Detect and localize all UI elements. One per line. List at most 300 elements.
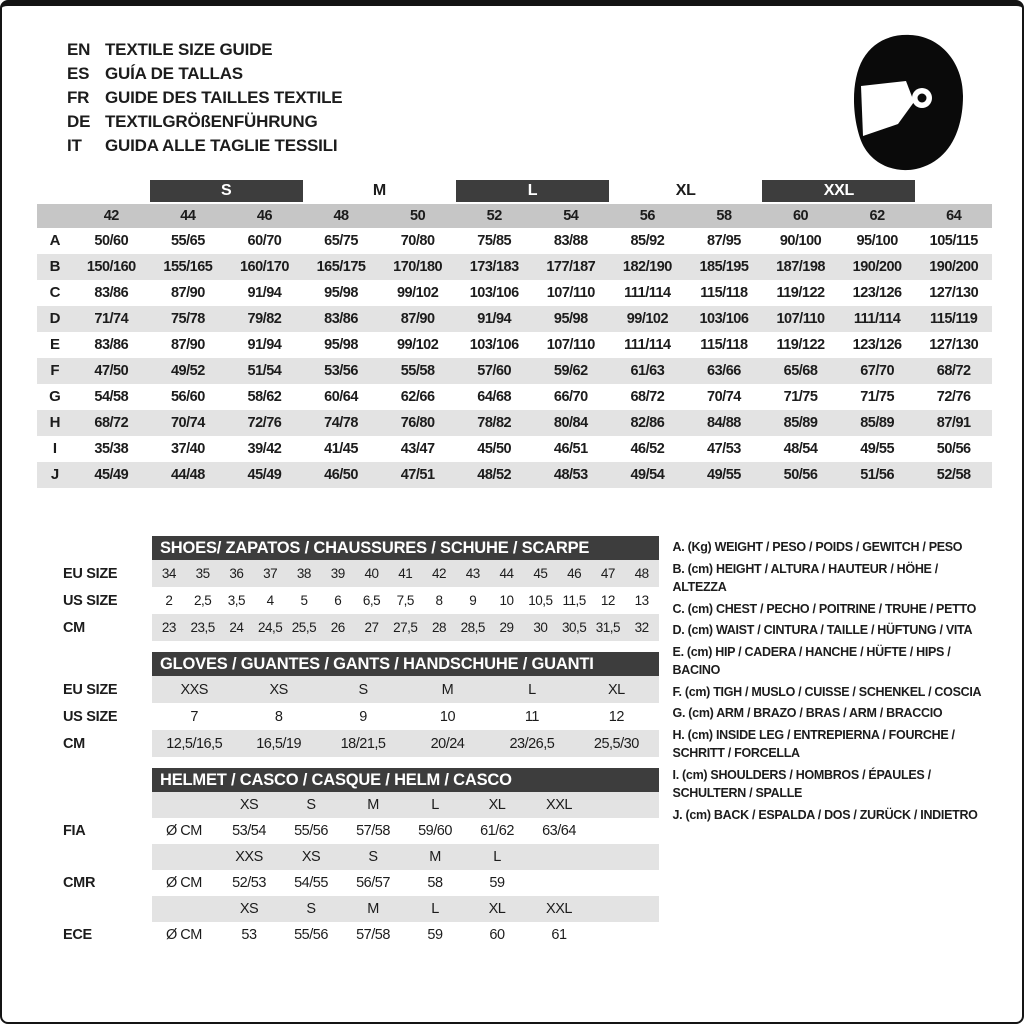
value-cell: 11,5 bbox=[562, 593, 586, 608]
size-cell: 65/75 bbox=[324, 233, 358, 249]
value-cell: 4 bbox=[266, 593, 274, 608]
value-cell: 57/58 bbox=[356, 927, 390, 943]
row-values bbox=[152, 896, 659, 922]
shoes-table bbox=[37, 536, 659, 641]
value-cell: 11 bbox=[524, 708, 539, 725]
size-row-F bbox=[37, 358, 992, 384]
value-cell: 59/60 bbox=[418, 823, 452, 839]
row-label: CMR bbox=[63, 875, 96, 891]
main-size-table bbox=[37, 180, 992, 488]
value-cell: 9 bbox=[469, 593, 477, 608]
legend-item-c: C. (cm) CHEST / PECHO / POITRINE / TRUHE / PETTO bbox=[672, 601, 976, 616]
size-col-header: 52 bbox=[486, 208, 502, 224]
value-cell: 26 bbox=[330, 620, 345, 635]
size-group-M: M bbox=[372, 182, 386, 199]
row-label bbox=[37, 792, 152, 818]
row-label: H bbox=[49, 414, 61, 431]
size-row-I bbox=[37, 436, 992, 462]
size-group-XL: XL bbox=[675, 182, 696, 199]
value-cell: 34 bbox=[161, 566, 176, 581]
legend-item-f: F. (cm) TIGH / MUSLO / CUISSE / SCHENKEL / COSCIA bbox=[672, 684, 982, 699]
size-cell: 99/102 bbox=[396, 285, 439, 301]
band-row-eu-size bbox=[37, 560, 659, 587]
value-cell: XXS bbox=[235, 849, 263, 865]
size-cell: 182/190 bbox=[622, 259, 672, 275]
value-cell: 29 bbox=[499, 620, 514, 635]
value-cell: 18/21,5 bbox=[340, 735, 386, 752]
size-cell: 115/119 bbox=[930, 311, 978, 327]
size-cell: 127/130 bbox=[929, 337, 979, 353]
size-cell: 83/86 bbox=[94, 285, 129, 301]
row-values bbox=[152, 703, 659, 730]
size-col-header: 58 bbox=[716, 208, 732, 224]
value-cell: 61 bbox=[551, 927, 567, 943]
value-cell: 6,5 bbox=[362, 593, 381, 608]
lang-code: DE bbox=[67, 112, 91, 131]
size-col-header: 60 bbox=[792, 208, 809, 224]
size-cell: 61/63 bbox=[630, 363, 665, 379]
lang-title: GUÍA DE TALLAS bbox=[105, 64, 243, 83]
size-cell: 165/175 bbox=[316, 259, 366, 275]
size-cell: 155/165 bbox=[163, 259, 213, 275]
value-cell: 30,5 bbox=[561, 620, 587, 635]
value-cell: 44 bbox=[499, 566, 514, 581]
size-cell: 49/55 bbox=[860, 441, 895, 457]
lang-code: IT bbox=[67, 136, 82, 155]
size-columns-row bbox=[37, 204, 992, 228]
size-cell: 87/95 bbox=[707, 233, 741, 249]
size-cell: 62/66 bbox=[400, 389, 435, 405]
size-cell: 190/200 bbox=[929, 259, 979, 275]
size-cell: 46/51 bbox=[553, 441, 588, 457]
size-cell: 71/75 bbox=[783, 389, 818, 405]
size-cell: 56/60 bbox=[170, 389, 205, 405]
size-cell: 107/110 bbox=[776, 311, 825, 327]
value-cell: 23 bbox=[161, 620, 176, 635]
size-cell: 50/56 bbox=[783, 467, 818, 483]
size-col-header: 46 bbox=[256, 208, 273, 224]
size-cell: 95/98 bbox=[553, 311, 588, 327]
value-cell: 28,5 bbox=[460, 620, 485, 635]
gloves-title-bar: GLOVES / GUANTES / GANTS / HANDSCHUHE / GUANTI bbox=[152, 652, 659, 676]
row-label: FIA bbox=[63, 823, 86, 839]
value-cell: 16,5/19 bbox=[256, 735, 302, 752]
value-cell: 30 bbox=[533, 620, 548, 635]
value-cell: S bbox=[358, 681, 368, 698]
size-cell: 71/75 bbox=[860, 389, 895, 405]
value-cell: 42 bbox=[432, 566, 447, 581]
size-cell: 190/200 bbox=[852, 259, 902, 275]
value-cell: 8 bbox=[274, 708, 283, 725]
size-row-D bbox=[37, 306, 992, 332]
helmet-rows bbox=[37, 792, 659, 948]
value-cell: 10 bbox=[439, 708, 456, 725]
size-cell: 68/72 bbox=[94, 415, 129, 431]
size-cell: 48/52 bbox=[477, 467, 512, 483]
value-cell: 2,5 bbox=[194, 593, 212, 608]
size-cell: 72/76 bbox=[247, 415, 282, 431]
size-cell: 70/74 bbox=[707, 389, 741, 405]
size-cell: 83/88 bbox=[553, 233, 588, 249]
size-cell: 111/114 bbox=[624, 337, 671, 353]
row-values bbox=[152, 922, 659, 948]
size-cell: 63/66 bbox=[707, 363, 741, 379]
value-cell: 20/24 bbox=[430, 735, 465, 752]
legend-item-d: D. (cm) WAIST / CINTURA / TAILLE / HÜFTUNG / VITA bbox=[672, 623, 973, 637]
value-cell: XL bbox=[488, 901, 506, 917]
row-label: EU SIZE bbox=[63, 565, 118, 582]
row-label: C bbox=[49, 284, 61, 301]
size-cell: 76/80 bbox=[400, 415, 435, 431]
size-cell: 37/40 bbox=[170, 441, 205, 457]
size-group-row bbox=[37, 180, 992, 202]
size-cell: 50/60 bbox=[94, 233, 129, 249]
size-row-H bbox=[37, 410, 992, 436]
size-cell: 43/47 bbox=[400, 441, 435, 457]
diameter-prefix: Ø CM bbox=[166, 875, 202, 891]
size-cell: 95/98 bbox=[324, 285, 358, 301]
lang-code: EN bbox=[67, 40, 91, 59]
value-cell: 5 bbox=[300, 593, 308, 608]
size-cell: 64/68 bbox=[477, 389, 512, 405]
size-col-header: 56 bbox=[639, 208, 655, 224]
size-cell: 41/45 bbox=[324, 441, 358, 457]
value-cell: 7,5 bbox=[396, 593, 414, 608]
value-cell: M bbox=[367, 901, 379, 917]
size-cell: 46/52 bbox=[630, 441, 665, 457]
size-col-header: 48 bbox=[333, 208, 349, 224]
value-cell: M bbox=[429, 849, 441, 865]
size-cell: 72/76 bbox=[936, 389, 971, 405]
size-cell: 119/122 bbox=[776, 285, 825, 301]
size-cell: 119/122 bbox=[776, 337, 825, 353]
value-cell: M bbox=[367, 797, 379, 813]
size-cell: 90/100 bbox=[779, 233, 822, 249]
diameter-prefix: Ø CM bbox=[166, 927, 202, 943]
value-cell: 37 bbox=[263, 566, 278, 581]
size-cell: 59/62 bbox=[553, 363, 588, 379]
size-cell: 48/53 bbox=[553, 467, 588, 483]
size-rows bbox=[37, 228, 992, 488]
value-cell: XXS bbox=[180, 681, 208, 698]
band-row bbox=[37, 844, 659, 870]
band-row-us-size bbox=[37, 587, 659, 614]
size-cell: 45/49 bbox=[94, 467, 129, 483]
size-row-C bbox=[37, 280, 992, 306]
legend-item-e: E. (cm) HIP / CADERA / HANCHE / HÜFTE / HIPS / BACINO bbox=[672, 644, 951, 677]
row-label: CM bbox=[63, 619, 85, 636]
lang-title: TEXTILGRÖßENFÜHRUNG bbox=[105, 112, 318, 131]
size-cell: 173/183 bbox=[469, 259, 519, 275]
value-cell: L bbox=[431, 797, 439, 813]
size-cell: 103/106 bbox=[469, 285, 519, 301]
size-cell: 55/65 bbox=[170, 233, 205, 249]
legend-item-h: H. (cm) INSIDE LEG / ENTREPIERNA / FOURCHE / SCHRITT / FORCELLA bbox=[672, 727, 955, 760]
size-cell: 46/50 bbox=[324, 467, 358, 483]
value-cell: 3,5 bbox=[227, 593, 246, 608]
value-cell: 53 bbox=[241, 927, 257, 943]
size-cell: 74/78 bbox=[324, 415, 358, 431]
size-cell: 49/52 bbox=[170, 363, 205, 379]
size-group-S: S bbox=[150, 180, 303, 202]
band-row bbox=[37, 792, 659, 818]
size-cell: 52/58 bbox=[936, 467, 971, 483]
value-cell: 8 bbox=[435, 593, 443, 608]
size-cell: 67/70 bbox=[860, 363, 895, 379]
size-cell: 58/62 bbox=[247, 389, 282, 405]
value-cell: 12 bbox=[600, 593, 615, 608]
size-cell: 107/110 bbox=[546, 337, 595, 353]
legend-item-j: J. (cm) BACK / ESPALDA / DOS / ZURÜCK / INDIETRO bbox=[672, 807, 978, 822]
size-group-L: L bbox=[456, 180, 609, 202]
size-cell: 103/106 bbox=[469, 337, 519, 353]
value-cell: 61/62 bbox=[480, 823, 514, 839]
value-cell: 25,5/30 bbox=[593, 735, 639, 752]
size-cell: 99/102 bbox=[396, 337, 439, 353]
row-label: I bbox=[52, 440, 58, 457]
size-cell: 85/89 bbox=[783, 415, 818, 431]
value-cell: 23,5 bbox=[190, 620, 215, 635]
size-cell: 68/72 bbox=[630, 389, 665, 405]
size-cell: 127/130 bbox=[929, 285, 979, 301]
band-row-eu-size bbox=[37, 676, 659, 703]
row-label: D bbox=[49, 310, 61, 327]
size-row-B bbox=[37, 254, 992, 280]
value-cell: XS bbox=[301, 849, 321, 865]
row-values bbox=[152, 614, 659, 641]
size-cell: 47/50 bbox=[94, 363, 129, 379]
value-cell: 27 bbox=[364, 620, 379, 635]
size-col-header: 42 bbox=[103, 208, 119, 224]
value-cell: XS bbox=[269, 681, 288, 698]
row-values bbox=[152, 676, 659, 703]
size-cell: 123/126 bbox=[852, 285, 902, 301]
value-cell: 55/56 bbox=[294, 823, 328, 839]
value-cell: 24,5 bbox=[258, 620, 283, 635]
value-cell: 54/55 bbox=[294, 875, 328, 891]
legend-item-i: I. (cm) SHOULDERS / HOMBROS / ÉPAULES / SCHULTERN / SPALLE bbox=[672, 767, 931, 800]
value-cell: 43 bbox=[465, 566, 480, 581]
size-col-header: 50 bbox=[410, 208, 426, 224]
value-cell: 53/54 bbox=[232, 823, 266, 839]
size-cell: 54/58 bbox=[94, 389, 129, 405]
size-cell: 170/180 bbox=[393, 259, 443, 275]
value-cell: 45 bbox=[533, 566, 548, 581]
legend-item-g: G. (cm) ARM / BRAZO / BRAS / ARM / BRACCIO bbox=[672, 706, 943, 720]
size-cell: 111/114 bbox=[624, 285, 671, 301]
size-col-spacer bbox=[37, 204, 73, 228]
row-label: G bbox=[49, 388, 61, 405]
size-cell: 107/110 bbox=[546, 285, 595, 301]
size-cell: 91/94 bbox=[247, 337, 282, 353]
value-cell: 6 bbox=[334, 593, 342, 608]
band-row bbox=[37, 896, 659, 922]
value-cell: 59 bbox=[427, 927, 443, 943]
size-cell: 82/86 bbox=[630, 415, 665, 431]
value-cell: 23/26,5 bbox=[509, 735, 555, 752]
legend-item-a: A. (Kg) WEIGHT / PESO / POIDS / GEWITCH / PESO bbox=[672, 540, 963, 554]
size-cell: 48/54 bbox=[783, 441, 818, 457]
band-row-fia bbox=[37, 818, 659, 844]
size-cell: 150/160 bbox=[86, 259, 136, 275]
size-row-G bbox=[37, 384, 992, 410]
accessory-tables bbox=[37, 536, 659, 959]
size-col-header: 54 bbox=[563, 208, 579, 224]
shoes-title-bar: SHOES/ ZAPATOS / CHAUSSURES / SCHUHE / SCARPE bbox=[152, 536, 659, 560]
size-cell: 68/72 bbox=[936, 363, 971, 379]
value-cell: 46 bbox=[567, 566, 582, 581]
size-cell: 84/88 bbox=[707, 415, 741, 431]
size-cell: 65/68 bbox=[783, 363, 818, 379]
size-cell: 85/92 bbox=[630, 233, 665, 249]
lang-title: TEXTILE SIZE GUIDE bbox=[105, 40, 273, 59]
row-label: EU SIZE bbox=[63, 681, 118, 698]
size-cell: 80/84 bbox=[553, 415, 588, 431]
size-cell: 70/80 bbox=[400, 233, 435, 249]
size-cell: 44/48 bbox=[170, 467, 205, 483]
size-row-J bbox=[37, 462, 992, 488]
size-cell: 160/170 bbox=[239, 259, 289, 275]
value-cell: 39 bbox=[330, 566, 345, 581]
row-label: E bbox=[49, 336, 60, 353]
size-cell: 50/56 bbox=[936, 441, 971, 457]
lang-title: GUIDE DES TAILLES TEXTILE bbox=[105, 88, 343, 107]
value-cell: 25,5 bbox=[291, 620, 317, 635]
size-cell: 45/49 bbox=[247, 467, 282, 483]
band-row-ece bbox=[37, 922, 659, 948]
diameter-prefix: Ø CM bbox=[166, 823, 202, 839]
value-cell: 38 bbox=[296, 566, 311, 581]
lang-title: GUIDA ALLE TAGLIE TESSILI bbox=[105, 136, 338, 155]
size-cell: 95/98 bbox=[324, 337, 358, 353]
size-cell: 115/118 bbox=[700, 285, 748, 301]
row-label: US SIZE bbox=[63, 708, 118, 725]
size-cell: 49/55 bbox=[707, 467, 741, 483]
size-cell: 51/54 bbox=[247, 363, 282, 379]
row-label: US SIZE bbox=[63, 592, 118, 609]
value-cell: 57/58 bbox=[356, 823, 390, 839]
size-cell: 87/90 bbox=[170, 285, 205, 301]
value-cell: 35 bbox=[195, 566, 210, 581]
band-row-cm bbox=[37, 730, 659, 757]
size-cell: 39/42 bbox=[247, 441, 282, 457]
value-cell: 60 bbox=[489, 927, 505, 943]
size-cell: 91/94 bbox=[247, 285, 282, 301]
size-cell: 47/53 bbox=[707, 441, 741, 457]
value-cell: 52/53 bbox=[232, 875, 266, 891]
row-label bbox=[37, 844, 152, 870]
lang-code: FR bbox=[67, 88, 90, 107]
size-cell: 187/198 bbox=[776, 259, 825, 275]
value-cell: S bbox=[368, 849, 378, 865]
row-label: B bbox=[49, 258, 61, 275]
size-row-E bbox=[37, 332, 992, 358]
value-cell: 59 bbox=[489, 875, 505, 891]
row-values bbox=[152, 730, 659, 757]
lower-section bbox=[37, 536, 992, 959]
value-cell: 9 bbox=[359, 708, 367, 725]
size-cell: 60/64 bbox=[324, 389, 358, 405]
size-cell: 79/82 bbox=[247, 311, 282, 327]
value-cell: 10 bbox=[499, 593, 514, 608]
lang-code: ES bbox=[67, 64, 90, 83]
size-cell: 66/70 bbox=[553, 389, 588, 405]
value-cell: 40 bbox=[364, 566, 379, 581]
size-cell: 95/100 bbox=[856, 233, 898, 249]
racing-helmet-icon bbox=[850, 32, 968, 174]
value-cell: 55/56 bbox=[294, 927, 328, 943]
value-cell: XS bbox=[239, 901, 259, 917]
band-row-cmr bbox=[37, 870, 659, 896]
size-cell: 83/86 bbox=[324, 311, 358, 327]
measurement-legend bbox=[673, 536, 992, 959]
gloves-table bbox=[37, 652, 659, 757]
size-cell: 103/106 bbox=[699, 311, 749, 327]
band-row-us-size bbox=[37, 703, 659, 730]
size-cell: 111/114 bbox=[853, 311, 901, 327]
row-label: CM bbox=[63, 735, 85, 752]
gloves-rows bbox=[37, 676, 659, 757]
size-col-header: 44 bbox=[180, 208, 196, 224]
value-cell: 56/57 bbox=[356, 875, 390, 891]
value-cell: 36 bbox=[229, 566, 244, 581]
row-values bbox=[152, 818, 659, 844]
value-cell: XXL bbox=[546, 797, 572, 813]
shoes-rows bbox=[37, 560, 659, 641]
size-cell: 49/54 bbox=[630, 467, 665, 483]
size-cell: 55/58 bbox=[400, 363, 435, 379]
size-cell: 71/74 bbox=[94, 311, 129, 327]
value-cell: 13 bbox=[634, 593, 649, 608]
size-cell: 185/195 bbox=[699, 259, 749, 275]
size-cell: 35/38 bbox=[94, 441, 129, 457]
value-cell: 12,5/16,5 bbox=[166, 735, 223, 752]
size-cell: 99/102 bbox=[626, 311, 669, 327]
size-cell: 115/118 bbox=[700, 337, 748, 353]
size-cell: 70/74 bbox=[170, 415, 205, 431]
helmet-title-bar: HELMET / CASCO / CASQUE / HELM / CASCO bbox=[152, 768, 659, 792]
size-col-header: 62 bbox=[869, 208, 885, 224]
row-label: J bbox=[50, 466, 60, 483]
row-label: F bbox=[50, 362, 60, 379]
row-label: ECE bbox=[63, 927, 92, 943]
value-cell: XXL bbox=[546, 901, 572, 917]
value-cell: 27,5 bbox=[393, 620, 418, 635]
value-cell: 48 bbox=[634, 566, 649, 581]
value-cell: 2 bbox=[165, 593, 173, 608]
row-label bbox=[37, 896, 152, 922]
row-values bbox=[152, 870, 659, 896]
value-cell: 31,5 bbox=[595, 620, 620, 635]
value-cell: L bbox=[431, 901, 439, 917]
row-label: A bbox=[49, 232, 61, 249]
value-cell: 63/64 bbox=[542, 823, 576, 839]
value-cell: XL bbox=[488, 797, 506, 813]
size-cell: 51/56 bbox=[860, 467, 895, 483]
value-cell: 41 bbox=[398, 566, 413, 581]
value-cell: S bbox=[306, 901, 316, 917]
value-cell: 28 bbox=[432, 620, 447, 635]
size-cell: 87/90 bbox=[400, 311, 435, 327]
size-col-header: 64 bbox=[946, 208, 962, 224]
value-cell: XS bbox=[239, 797, 259, 813]
size-cell: 85/89 bbox=[860, 415, 895, 431]
helmet-table bbox=[37, 768, 659, 948]
value-cell: L bbox=[493, 849, 501, 865]
size-cell: 87/90 bbox=[170, 337, 205, 353]
row-values bbox=[152, 844, 659, 870]
value-cell: 12 bbox=[608, 708, 624, 725]
